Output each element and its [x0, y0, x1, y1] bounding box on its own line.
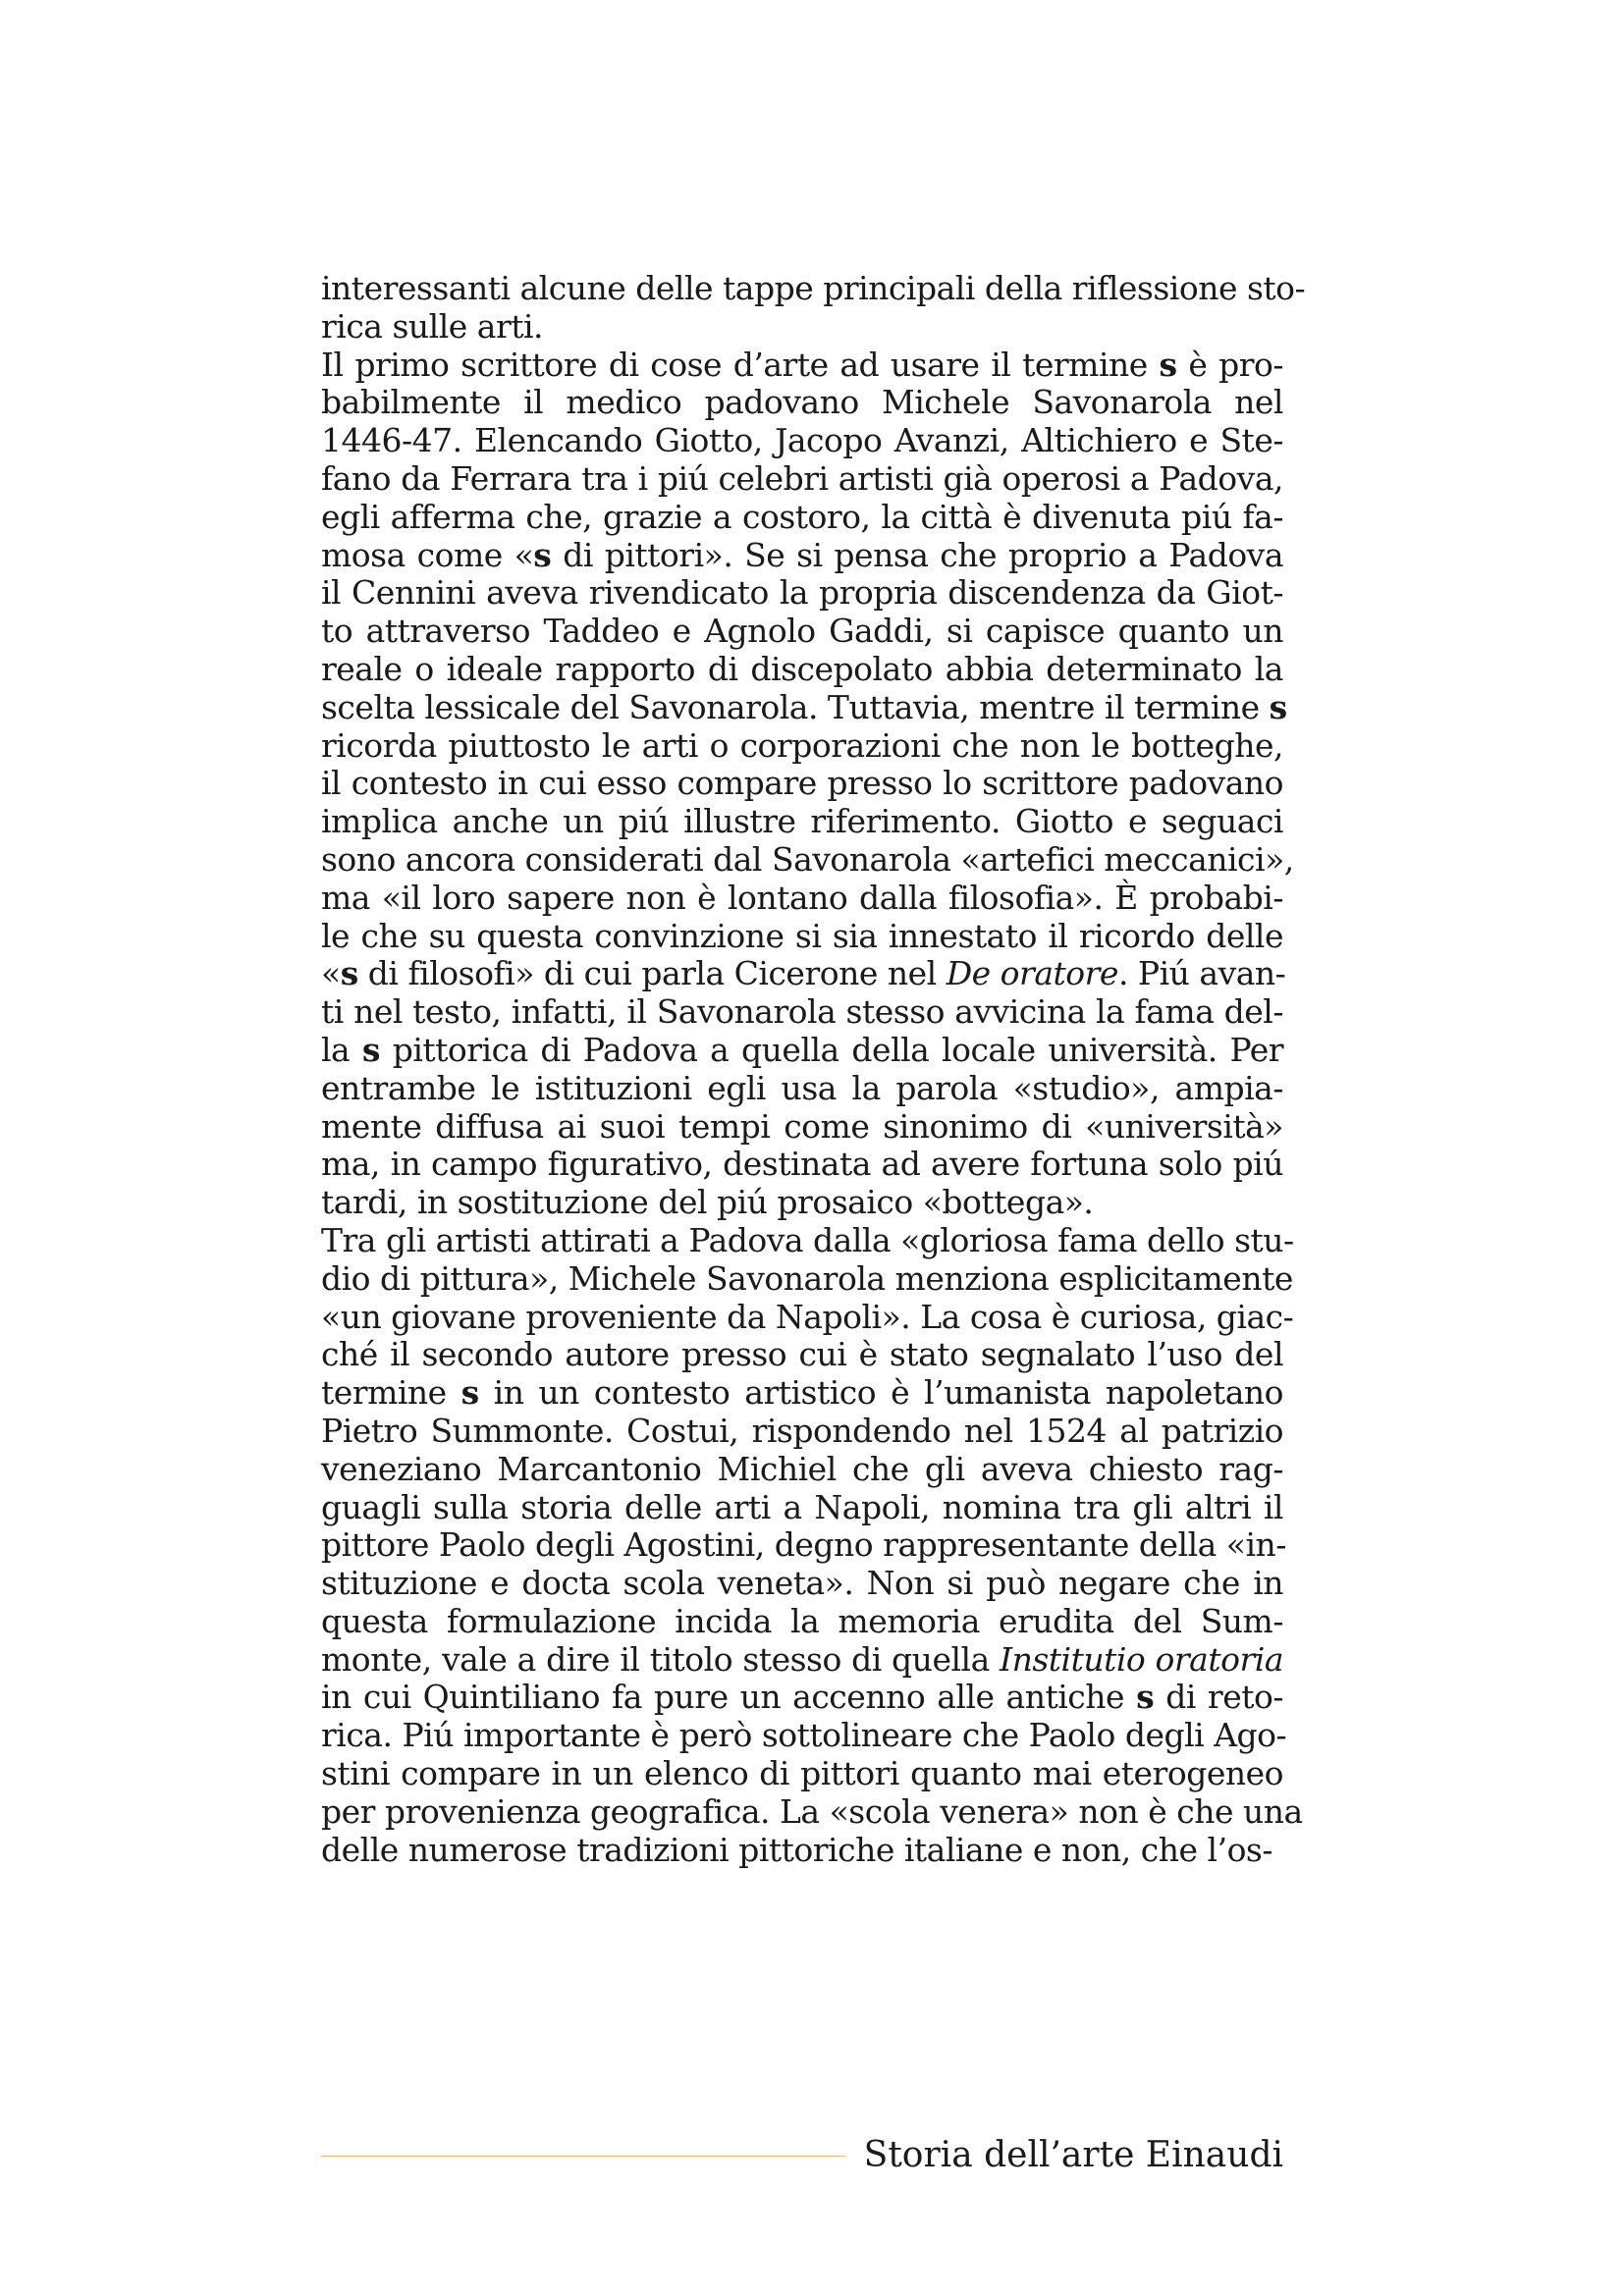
text-line: babilmente il medico padovano Michele Savonarola nel — [321, 383, 1283, 422]
text-line: ma, in campo figurativo, destinata ad avere fortuna solo piú — [321, 1145, 1283, 1184]
text-line: in cui Quintiliano fa pure un accenno alle antiche s di reto- — [321, 1678, 1283, 1717]
text-line: egli afferma che, grazie a costoro, la città è divenuta piú fa- — [321, 497, 1283, 536]
text-line: 1446-47. Elencando Giotto, Jacopo Avanzi, Altichiero e Ste- — [321, 421, 1283, 460]
text-line: to attraverso Taddeo e Agnolo Gaddi, si capisce quanto un — [321, 612, 1283, 651]
text-line: ricorda piuttosto le arti o corporazioni che non le botteghe, — [321, 725, 1283, 765]
text-line: pittore Paolo degli Agostini, degno rappresentante della «in- — [321, 1525, 1286, 1565]
text-line: veneziano Marcantonio Michiel che gli aveva chiesto rag- — [321, 1449, 1283, 1488]
text-line: rica sulle arti. — [321, 306, 544, 346]
text-line: termine s in un contesto artistico è l’umanista napoletano — [321, 1373, 1283, 1413]
text-line: guagli sulla storia delle arti a Napoli, nomina tra gli altri il — [321, 1487, 1283, 1526]
text-line: questa formulazione incida la memoria erudita del Sum- — [321, 1601, 1283, 1640]
text-line: stini compare in un elenco di pittori quanto mai eterogeneo — [321, 1754, 1283, 1793]
text-line: ti nel testo, infatti, il Savonarola stesso avvicina la fama del- — [321, 992, 1283, 1032]
text-line: stituzione e docta scola veneta». Non si può negare che in — [321, 1564, 1283, 1603]
text-line: il contesto in cui esso compare presso lo scrittore padovano — [321, 764, 1283, 803]
text-line: mente diffusa ai suoi tempi come sinonimo di «università» — [321, 1106, 1283, 1146]
text-line: Pietro Summonte. Costui, rispondendo nel 1524 al patrizio — [321, 1411, 1283, 1450]
text-line: reale o ideale rapporto di discepolato abbia determinato la — [321, 649, 1283, 688]
footer-rule — [321, 2156, 845, 2157]
text-line: la s pittorica di Padova a quella della locale università. Per — [321, 1030, 1284, 1069]
page-footer — [321, 2132, 1283, 2181]
text-line: per provenienza geografica. La «scola venera» non è che una — [321, 1791, 1303, 1831]
text-line: dio di pittura», Michele Savonarola menziona esplicitamente — [321, 1258, 1293, 1298]
text-line: ma «il loro sapere non è lontano dalla filosofia». È probabi- — [321, 878, 1283, 917]
text-line: ché il secondo autore presso cui è stato segnalato l’uso del — [321, 1335, 1283, 1374]
text-line: il Cennini aveva rivendicato la propria discendenza da Giot- — [321, 573, 1283, 613]
body-text — [321, 269, 1306, 1869]
text-line: interessanti alcune delle tappe principali della riflessione sto- — [321, 269, 1306, 307]
text-line: implica anche un piú illustre riferimento. Giotto e seguaci — [321, 802, 1283, 841]
text-line: entrambe le istituzioni egli usa la parola «studio», ampia- — [321, 1068, 1283, 1107]
text-line: Il primo scrittore di cose d’arte ad usare il termine s è pro- — [321, 345, 1283, 384]
text-line: le che su questa convinzione si sia innestato il ricordo delle — [321, 916, 1283, 955]
text-line: «s di filosofi» di cui parla Cicerone nel De oratore. Piú avan- — [321, 954, 1286, 993]
footer-title: Storia dell’arte Einaudi — [863, 2135, 1283, 2175]
text-line: «un giovane proveniente da Napoli». La cosa è curiosa, giac- — [321, 1297, 1294, 1336]
text-line: rica. Piú importante è però sottolineare che Paolo degli Ago- — [321, 1716, 1287, 1755]
text-line: delle numerose tradizioni pittoriche italiane e non, che l’os- — [321, 1830, 1273, 1869]
text-line: Tra gli artisti attirati a Padova dalla «gloriosa fama dello stu- — [321, 1220, 1294, 1259]
text-line: tardi, in sostituzione del piú prosaico «bottega». — [321, 1183, 1094, 1222]
text-line: sono ancora considerati dal Savonarola «artefici meccanici», — [321, 839, 1294, 879]
text-line: fano da Ferrara tra i piú celebri artisti già operosi a Padova, — [321, 458, 1283, 498]
text-line: monte, vale a dire il titolo stesso di quella Institutio oratoria — [321, 1639, 1283, 1679]
text-line: scelta lessicale del Savonarola. Tuttavia, mentre il termine s — [321, 687, 1287, 726]
text-line: mosa come «s di pittori». Se si pensa che proprio a Padova — [321, 535, 1283, 574]
